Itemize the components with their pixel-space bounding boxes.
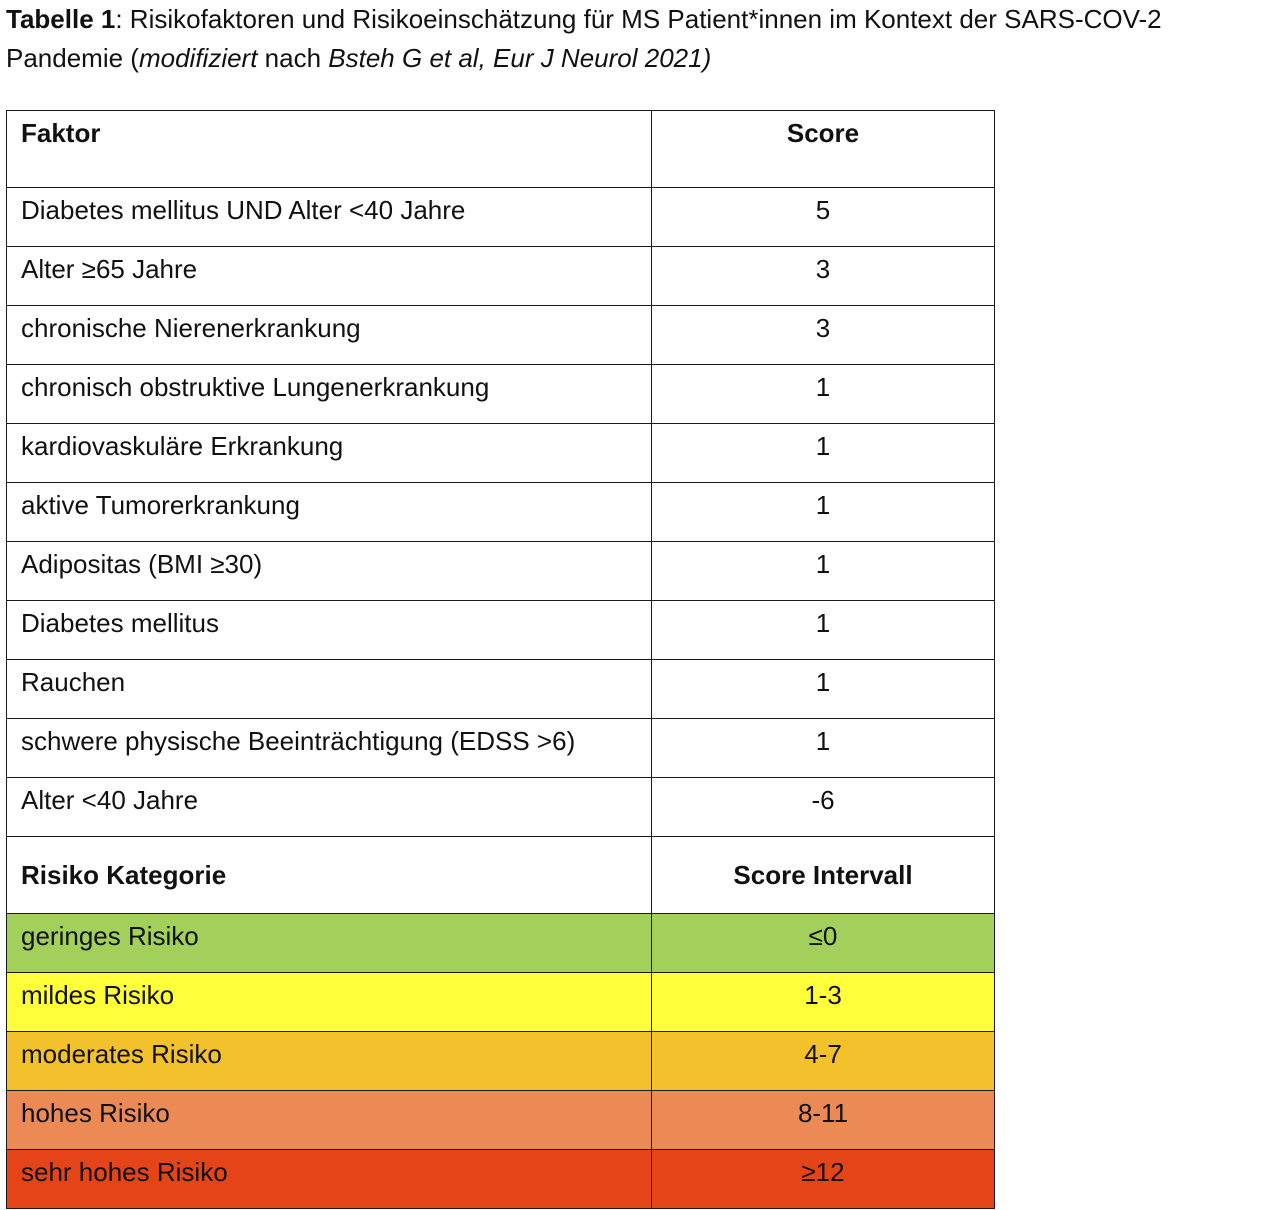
factor-cell: chronisch obstruktive Lungenerkrankung: [7, 365, 652, 424]
factor-row: [7, 247, 995, 306]
factor-cell: Alter <40 Jahre: [7, 778, 652, 837]
score-cell: 1: [652, 601, 995, 660]
factor-cell: Alter ≥65 Jahre: [7, 247, 652, 306]
risk-category-cell: mildes Risiko: [7, 973, 652, 1032]
risk-category-header-row: [7, 837, 995, 914]
score-interval-cell: ≤0: [652, 914, 995, 973]
factor-cell: schwere physische Beeinträchtigung (EDSS >6): [7, 719, 652, 778]
score-cell: 5: [652, 188, 995, 247]
factor-cell: Diabetes mellitus UND Alter <40 Jahre: [7, 188, 652, 247]
risk-category-row: [7, 914, 995, 973]
score-header-cell: Score: [652, 111, 995, 188]
factor-cell: chronische Nierenerkrankung: [7, 306, 652, 365]
factor-cell: Rauchen: [7, 660, 652, 719]
factor-row: [7, 601, 995, 660]
risk-category-cell: sehr hohes Risiko: [7, 1150, 652, 1209]
risk-category-cell: hohes Risiko: [7, 1091, 652, 1150]
factor-row: [7, 660, 995, 719]
factor-row: [7, 542, 995, 601]
table-caption: [6, 0, 1262, 78]
score-interval-header-cell: Score Intervall: [652, 837, 995, 914]
score-cell: 1: [652, 483, 995, 542]
factor-cell: aktive Tumorerkrankung: [7, 483, 652, 542]
caption-label: Tabelle 1: [6, 4, 116, 34]
score-cell: 1: [652, 542, 995, 601]
factor-row: [7, 424, 995, 483]
risk-category-header-cell: Risiko Kategorie: [7, 837, 652, 914]
score-cell: -6: [652, 778, 995, 837]
factor-cell: Adipositas (BMI ≥30): [7, 542, 652, 601]
score-interval-cell: 4-7: [652, 1032, 995, 1091]
risk-factor-table: [6, 110, 995, 1209]
factor-row: [7, 483, 995, 542]
score-interval-cell: 1-3: [652, 973, 995, 1032]
risk-category-row: [7, 1091, 995, 1150]
factor-row: [7, 778, 995, 837]
score-cell: 1: [652, 719, 995, 778]
risk-category-row: [7, 1032, 995, 1091]
score-cell: 3: [652, 247, 995, 306]
risk-category-cell: geringes Risiko: [7, 914, 652, 973]
caption-citation: Bsteh G et al, Eur J Neurol 2021): [328, 43, 712, 73]
factor-row: [7, 306, 995, 365]
score-cell: 1: [652, 424, 995, 483]
score-cell: 3: [652, 306, 995, 365]
score-cell: 1: [652, 660, 995, 719]
factor-header-row: [7, 111, 995, 188]
factor-row: [7, 365, 995, 424]
factor-row: [7, 719, 995, 778]
factor-cell: Diabetes mellitus: [7, 601, 652, 660]
risk-category-row: [7, 973, 995, 1032]
score-interval-cell: 8-11: [652, 1091, 995, 1150]
score-interval-cell: ≥12: [652, 1150, 995, 1209]
caption-text-2: nach: [257, 43, 329, 73]
factor-cell: kardiovaskuläre Erkrankung: [7, 424, 652, 483]
factor-row: [7, 188, 995, 247]
risk-category-cell: moderates Risiko: [7, 1032, 652, 1091]
caption-text: : Risikofaktoren und Risikoeinschätzung für MS Patient*innen im Kontext der SARS-COV-2 Pandemie (: [6, 4, 1162, 73]
risk-category-row: [7, 1150, 995, 1209]
factor-header-cell: Faktor: [7, 111, 652, 188]
score-cell: 1: [652, 365, 995, 424]
caption-italic-modified: modifiziert: [138, 43, 258, 73]
